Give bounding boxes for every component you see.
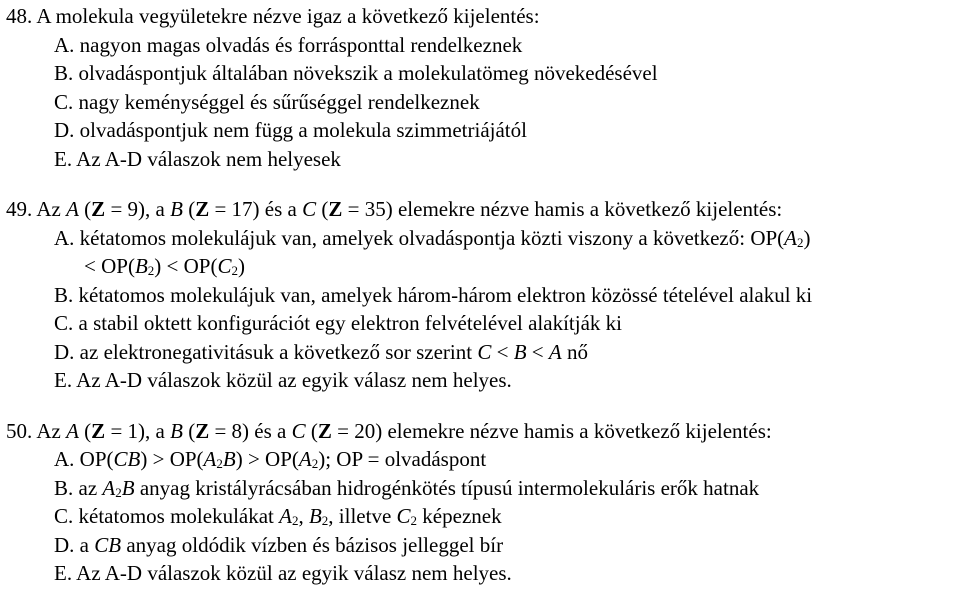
element-symbol: B: [134, 254, 148, 278]
element-symbol: B: [121, 475, 135, 500]
option-text: ): [803, 225, 811, 250]
stem-text: = 17) és a: [209, 197, 303, 221]
element-symbol: B: [170, 418, 183, 443]
element-symbol: A: [102, 475, 116, 500]
subscript: 2: [291, 513, 299, 528]
option-text: kétatomos molekulákat: [78, 504, 280, 528]
subscript: 2: [410, 513, 418, 528]
atomic-number-symbol: Z: [195, 197, 210, 221]
option-text: nő: [561, 339, 588, 364]
atomic-number-symbol: Z: [328, 197, 343, 221]
option-text: nagy keménységgel és sűrűséggel rendelkeznek: [78, 89, 480, 114]
option-letter: B.: [54, 282, 74, 307]
option-text: Az A-D válaszok nem helyesek: [76, 146, 341, 171]
option-text: a: [79, 532, 95, 557]
subscript: 2: [311, 456, 319, 471]
atomic-number-symbol: Z: [91, 197, 106, 221]
stem-text: (: [78, 197, 92, 221]
stem-text: (: [182, 197, 196, 221]
stem-text: Az: [36, 418, 67, 443]
stem-text: = 1), a: [105, 418, 171, 443]
stem-text: Az: [36, 197, 67, 221]
option-text: <: [491, 339, 514, 364]
option-letter: C.: [54, 311, 74, 335]
stem-text: (: [78, 418, 92, 443]
element-symbol: A: [203, 447, 217, 471]
stem-text: = 35) elemekre nézve hamis a következő kijelentés:: [342, 197, 783, 221]
atomic-number-symbol: Z: [317, 418, 332, 443]
option-text: <: [526, 339, 549, 364]
option-text: olvadáspontjuk nem függ a molekula szimmetriájától: [79, 118, 527, 142]
question-number: 48.: [6, 4, 33, 28]
element-symbol: B: [222, 447, 236, 471]
option-letter: A.: [54, 225, 75, 250]
option-text: ,: [298, 504, 309, 528]
atomic-number-symbol: Z: [195, 418, 210, 443]
option-d: [6, 531, 960, 560]
question-number: 50.: [6, 418, 33, 443]
element-symbol: B: [513, 339, 527, 364]
option-text: ); OP = olvadáspont: [318, 447, 487, 471]
atomic-number-symbol: Z: [91, 418, 106, 443]
option-text: a stabil oktett konfigurációt egy elektron felvételével alakítják ki: [78, 311, 622, 335]
subscript: 2: [147, 263, 155, 278]
option-e: [6, 559, 960, 588]
option-text: Az A-D válaszok közül az egyik válasz nem helyes.: [76, 368, 512, 392]
option-text: anyag oldódik vízben és bázisos jelleggel bír: [121, 532, 504, 557]
element-symbol: B: [308, 504, 322, 528]
option-text: ): [237, 254, 245, 278]
question-stem: [6, 2, 960, 31]
option-text: az elektronegativitásuk a következő sor szerint: [79, 339, 478, 364]
option-b: [6, 474, 960, 503]
option-c: [6, 502, 960, 531]
option-text: kétatomos molekulájuk van, amelyek olvadáspontja közti viszony a következő: OP(: [79, 225, 785, 250]
option-a: [6, 445, 960, 474]
option-d: [6, 116, 960, 145]
option-text: ) > OP(: [140, 447, 204, 471]
option-letter: A.: [54, 32, 75, 57]
element-symbol: C: [302, 197, 317, 221]
option-b: [6, 59, 960, 88]
option-e: [6, 366, 960, 395]
stem-text: (: [182, 418, 196, 443]
option-letter: E.: [54, 561, 73, 585]
stem-text: (: [316, 197, 329, 221]
option-letter: C.: [54, 89, 74, 114]
element-symbol: C: [217, 254, 232, 278]
option-text: anyag kristályrácsában hidrogénkötés típusú intermolekuláris erők hatnak: [134, 475, 760, 500]
option-letter: E.: [54, 146, 73, 171]
element-symbol: C: [396, 504, 411, 528]
option-text: < OP(: [84, 254, 135, 278]
element-symbol: A: [279, 504, 292, 528]
element-symbol: A: [548, 339, 562, 364]
element-symbol: A: [66, 197, 79, 221]
subscript: 2: [216, 456, 223, 471]
option-letter: B.: [54, 475, 74, 500]
option-text: OP(: [79, 447, 114, 471]
option-letter: C.: [54, 504, 74, 528]
option-text: Az A-D válaszok közül az egyik válasz nem helyes.: [76, 561, 512, 585]
element-symbol: A: [298, 447, 312, 471]
subscript: 2: [115, 484, 122, 500]
subscript: 2: [321, 513, 329, 528]
compound-symbol: CB: [113, 447, 141, 471]
option-letter: D.: [54, 118, 75, 142]
option-a: [6, 224, 960, 253]
option-d: [6, 338, 960, 367]
question-50: [6, 417, 960, 588]
option-text: nagyon magas olvadás és forrásponttal rendelkeznek: [79, 32, 523, 57]
element-symbol: C: [291, 418, 306, 443]
option-text: olvadáspontjuk általában növekszik a molekulatömeg növekedésével: [78, 61, 658, 85]
option-text: az: [78, 475, 103, 500]
stem-text: A molekula vegyületekre nézve igaz a következő kijelentés:: [36, 4, 540, 28]
option-e: [6, 145, 960, 174]
question-stem: [6, 195, 960, 224]
option-text: , illetve: [328, 504, 397, 528]
element-symbol: B: [170, 197, 183, 221]
option-text: kétatomos molekulájuk van, amelyek három-három elektron közössé tételével alakul ki: [78, 282, 813, 307]
option-c: [6, 88, 960, 117]
subscript: 2: [797, 234, 804, 250]
compound-symbol: CB: [94, 532, 122, 557]
stem-text: (: [305, 418, 318, 443]
option-letter: A.: [54, 447, 75, 471]
element-symbol: C: [477, 339, 492, 364]
option-letter: B.: [54, 61, 74, 85]
question-stem: [6, 417, 960, 446]
option-text: képeznek: [417, 504, 502, 528]
option-a-continuation: [6, 252, 960, 281]
question-49: [6, 195, 960, 395]
stem-text: = 8) és a: [209, 418, 292, 443]
stem-text: = 20) elemekre nézve hamis a következő kijelentés:: [331, 418, 772, 443]
element-symbol: A: [66, 418, 79, 443]
option-a: [6, 31, 960, 60]
question-48: [6, 2, 960, 173]
option-text: ) < OP(: [154, 254, 218, 278]
option-letter: E.: [54, 368, 73, 392]
option-b: [6, 281, 960, 310]
question-number: 49.: [6, 197, 33, 221]
stem-text: = 9), a: [105, 197, 171, 221]
element-symbol: A: [784, 225, 797, 250]
option-text: ) > OP(: [235, 447, 299, 471]
option-letter: D.: [54, 339, 75, 364]
option-letter: D.: [54, 532, 75, 557]
subscript: 2: [231, 263, 238, 278]
option-c: [6, 309, 960, 338]
